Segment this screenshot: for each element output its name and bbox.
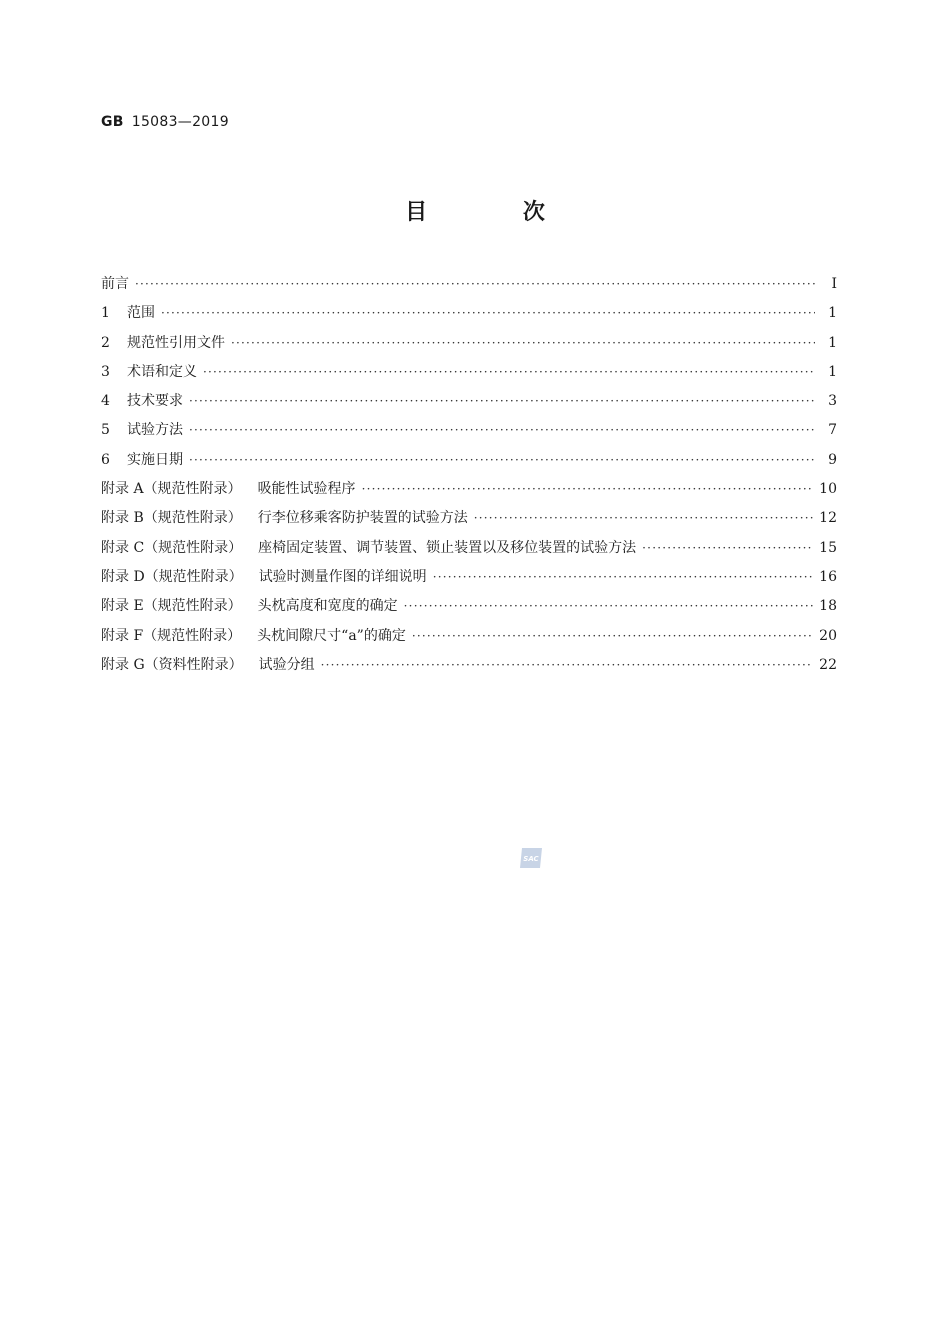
toc-entry[interactable] <box>101 361 837 390</box>
toc-entry-category: 附录 C（规范性附录） <box>101 539 243 556</box>
toc-leader-dots <box>321 658 814 672</box>
toc-entry-label <box>101 332 225 352</box>
toc-entry-text: 座椅固定装置、调节装置、锁止装置以及移位装置的试验方法 <box>258 539 637 556</box>
toc-entry-page: 1 <box>828 305 837 322</box>
toc-entry-number: 1 <box>101 305 110 322</box>
toc-leader-dots <box>189 423 815 437</box>
toc-entry-text: 吸能性试验程序 <box>257 481 356 498</box>
toc-entry[interactable] <box>101 390 837 419</box>
toc-leader-dots <box>404 599 814 613</box>
toc-entry-text: 规范性引用文件 <box>127 334 225 351</box>
toc-entry-number: 3 <box>101 363 110 380</box>
toc-entry-text: 术语和定义 <box>127 363 197 380</box>
toc-entry-page: 1 <box>828 334 837 351</box>
toc-entry-label <box>101 478 356 498</box>
toc-entry-category: 附录 G（资料性附录） <box>101 656 243 673</box>
toc-entry-label <box>101 507 468 527</box>
toc-entry[interactable] <box>101 302 837 331</box>
toc-entry-label <box>101 273 129 293</box>
toc-entry-page: 22 <box>819 656 837 673</box>
toc-entry-label <box>101 390 183 410</box>
toc-leader-dots <box>642 541 813 555</box>
toc-entry-page: 12 <box>819 510 837 527</box>
toc-entry-label <box>101 302 155 322</box>
sac-logo-icon <box>518 846 544 870</box>
toc-entry-category: 附录 A（规范性附录） <box>101 481 242 498</box>
toc-entry[interactable] <box>101 478 837 507</box>
svg-text:SAC: SAC <box>523 855 539 863</box>
toc-entry-page: 18 <box>819 598 837 615</box>
toc-leader-dots <box>135 277 815 291</box>
toc-entry-number: 2 <box>101 334 110 351</box>
toc-entry-page: 9 <box>828 451 837 468</box>
toc-entry[interactable] <box>101 566 837 595</box>
toc-entry-text: 技术要求 <box>127 393 183 410</box>
toc-entry-label <box>101 595 398 615</box>
page-title: 目 次 <box>405 200 589 225</box>
standard-code: 15083—2019 <box>131 114 229 130</box>
toc-entry[interactable] <box>101 595 837 624</box>
toc-entry-page: 7 <box>828 422 837 439</box>
toc-leader-dots <box>161 306 815 320</box>
toc-entry[interactable] <box>101 419 837 448</box>
toc-entry-category: 附录 D（规范性附录） <box>101 568 243 585</box>
toc-entry-text: 范围 <box>127 305 155 322</box>
toc-leader-dots <box>474 511 813 525</box>
toc-leader-dots <box>189 453 815 467</box>
toc-entry-text: 头枕间隙尺寸“a”的确定 <box>257 627 406 644</box>
toc-entry-label <box>101 654 315 674</box>
toc-entry-label <box>101 625 406 645</box>
toc-leader-dots <box>433 570 813 584</box>
toc-entry-page: Ⅰ <box>831 276 837 292</box>
toc-entry[interactable] <box>101 625 837 654</box>
toc-leader-dots <box>362 482 814 496</box>
toc-entry-text: 试验方法 <box>127 422 183 439</box>
table-of-contents <box>101 273 837 683</box>
toc-entry[interactable] <box>101 332 837 361</box>
toc-entry[interactable] <box>101 507 837 536</box>
standard-prefix: GB <box>101 114 124 130</box>
toc-leader-dots <box>412 629 813 643</box>
toc-entry-category: 附录 F（规范性附录） <box>101 627 242 644</box>
toc-entry-label <box>101 566 427 586</box>
toc-entry-page: 10 <box>819 481 837 498</box>
toc-entry-category: 附录 B（规范性附录） <box>101 510 242 527</box>
toc-entry[interactable] <box>101 449 837 478</box>
toc-entry-page: 20 <box>819 627 837 644</box>
toc-entry-number: 4 <box>101 393 110 410</box>
toc-entry-text: 行李位移乘客防护装置的试验方法 <box>257 510 468 527</box>
toc-entry-text: 试验分组 <box>258 656 315 673</box>
toc-entry-text: 前言 <box>101 276 129 292</box>
toc-entry-page: 16 <box>819 568 837 585</box>
toc-leader-dots <box>203 365 815 379</box>
standard-number <box>101 114 229 130</box>
toc-entry[interactable] <box>101 654 837 683</box>
toc-entry-page: 1 <box>828 363 837 380</box>
toc-entry[interactable] <box>101 537 837 566</box>
toc-leader-dots <box>189 394 815 408</box>
toc-entry-page: 3 <box>828 393 837 410</box>
toc-entry-label <box>101 449 183 469</box>
toc-entry-text: 头枕高度和宽度的确定 <box>257 598 398 615</box>
toc-entry-number: 5 <box>101 422 110 439</box>
toc-leader-dots <box>231 336 815 350</box>
toc-entry-category: 附录 E（规范性附录） <box>101 598 242 615</box>
toc-entry-page: 15 <box>819 539 837 556</box>
toc-entry-label <box>101 537 636 557</box>
toc-entry-text: 试验时测量作图的详细说明 <box>258 568 427 585</box>
toc-entry[interactable] <box>101 273 837 302</box>
toc-entry-label <box>101 419 183 439</box>
toc-entry-label <box>101 361 197 381</box>
toc-entry-number: 6 <box>101 451 110 468</box>
toc-entry-text: 实施日期 <box>127 451 183 468</box>
